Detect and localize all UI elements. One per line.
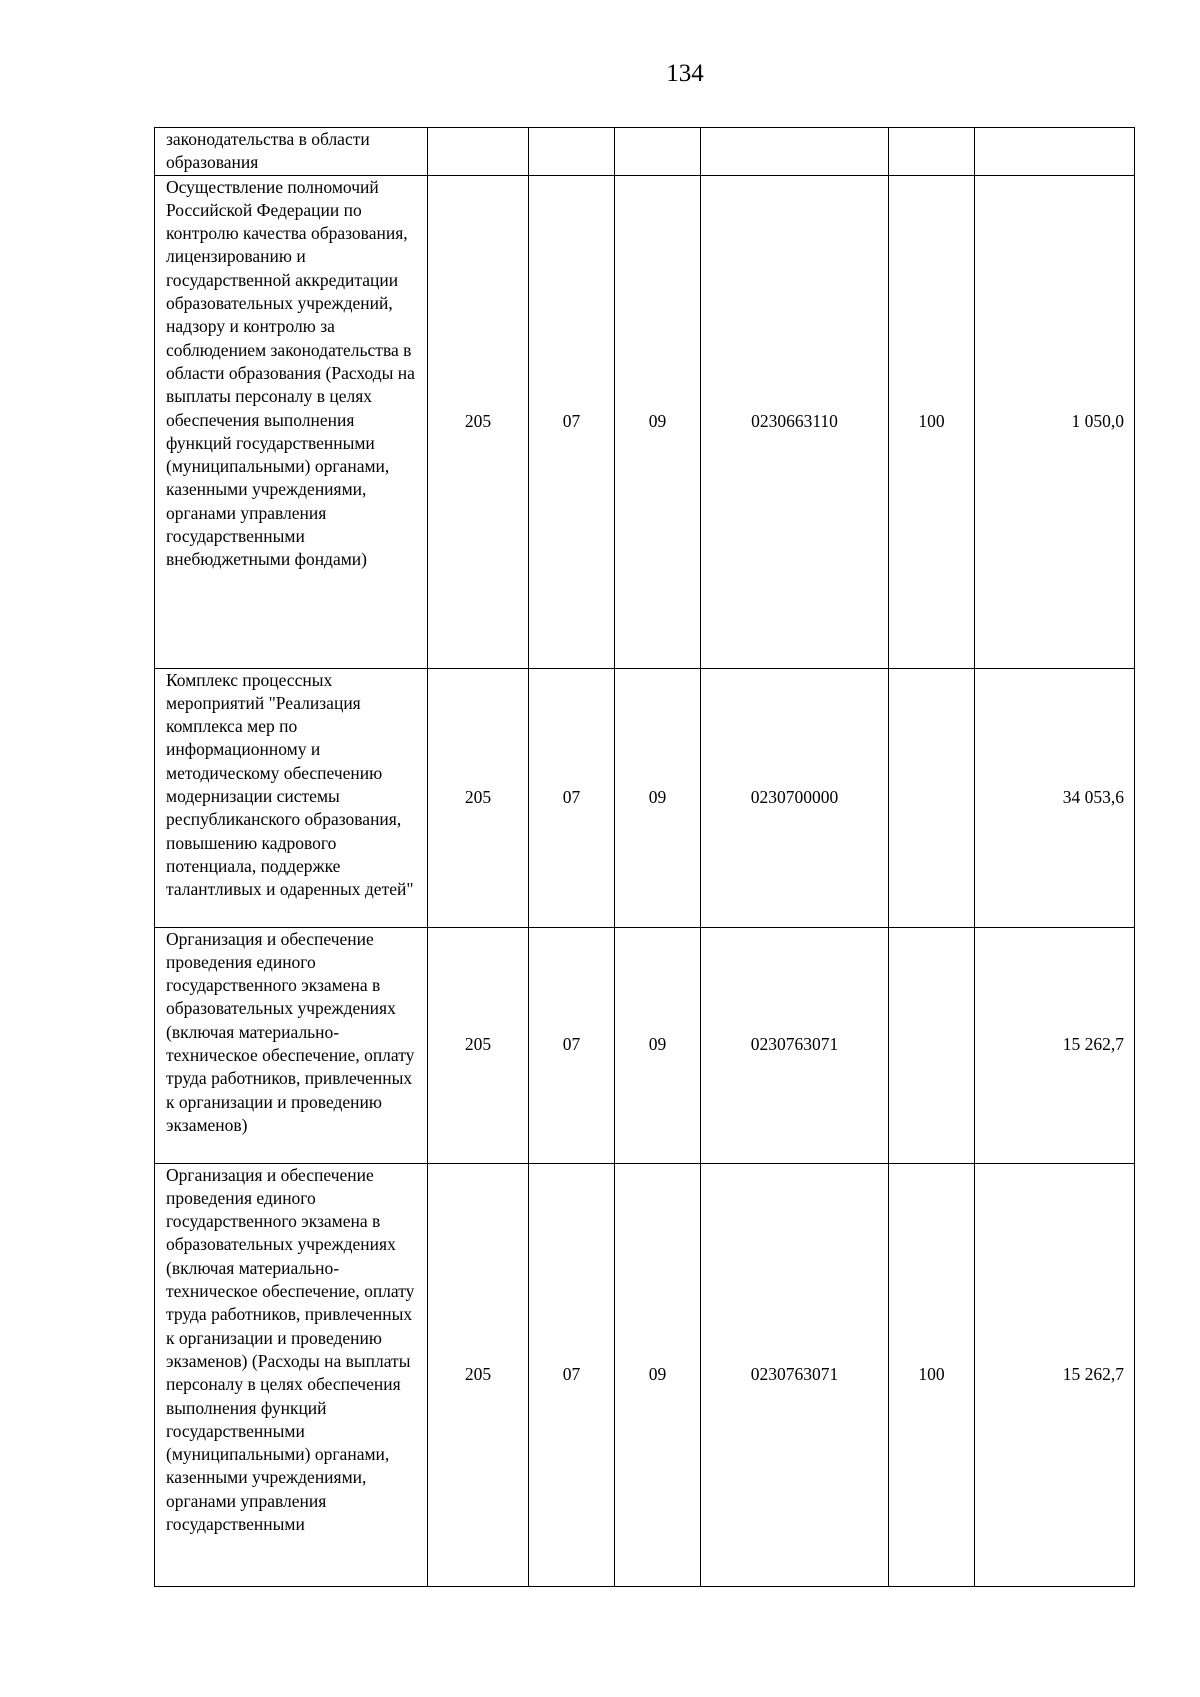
row-name: законодательства в области образования (155, 128, 428, 176)
table-row (155, 927, 1135, 1163)
expense-type-code: 100 (889, 1163, 975, 1586)
admin-code: 205 (428, 668, 529, 927)
admin-code: 205 (428, 175, 529, 668)
target-code: 0230663110 (701, 175, 889, 668)
table-row (155, 1163, 1135, 1586)
section-code: 07 (529, 927, 615, 1163)
section-code: 07 (529, 1163, 615, 1586)
row-name: Осуществление полномочий Российской Федерации по контролю качества образования, лицензированию и государственной аккредитации образовательных учреждений, надзору и контролю за соблюдением законодательства в области образования (Расходы на выплаты персоналу в целях обеспечения выполнения функций государственными (муниципальными) органами, казенными учреждениями, органами управления государственными внебюджетными фондами) (155, 175, 428, 668)
page-number: 134 (666, 60, 704, 87)
row-name: Организация и обеспечение проведения единого государственного экзамена в образовательных учреждениях (включая материально-техническое обеспечение, оплату труда работников, привлеченных к организации и проведению экзаменов) (155, 927, 428, 1163)
sum-value (975, 128, 1135, 176)
target-code: 0230763071 (701, 927, 889, 1163)
subsection-code: 09 (615, 668, 701, 927)
expense-type-code (889, 668, 975, 927)
subsection-code: 09 (615, 927, 701, 1163)
target-code: 0230700000 (701, 668, 889, 927)
section-code: 07 (529, 175, 615, 668)
admin-code: 205 (428, 1163, 529, 1586)
section-code (529, 128, 615, 176)
budget-table (154, 127, 1135, 1587)
row-name: Организация и обеспечение проведения единого государственного экзамена в образовательных учреждениях (включая материально-техническое обеспечение, оплату труда работников, привлеченных к организации и проведению экзаменов) (Расходы на выплаты персоналу в целях обеспечения выполнения функций государственными (муниципальными) органами, казенными учреждениями, органами управления государственными (155, 1163, 428, 1586)
subsection-code: 09 (615, 175, 701, 668)
table-row (155, 175, 1135, 668)
section-code: 07 (529, 668, 615, 927)
table-row (155, 128, 1135, 176)
sum-value: 34 053,6 (975, 668, 1135, 927)
admin-code: 205 (428, 927, 529, 1163)
expense-type-code: 100 (889, 175, 975, 668)
expense-type-code (889, 927, 975, 1163)
sum-value: 15 262,7 (975, 1163, 1135, 1586)
subsection-code: 09 (615, 1163, 701, 1586)
table-row (155, 668, 1135, 927)
subsection-code (615, 128, 701, 176)
target-code (701, 128, 889, 176)
row-name: Комплекс процессных мероприятий "Реализация комплекса мер по информационному и методическому обеспечению модернизации системы республиканского образования, повышению кадрового потенциала, поддержке талантливых и одаренных детей" (155, 668, 428, 927)
sum-value: 1 050,0 (975, 175, 1135, 668)
expense-type-code (889, 128, 975, 176)
sum-value: 15 262,7 (975, 927, 1135, 1163)
admin-code (428, 128, 529, 176)
target-code: 0230763071 (701, 1163, 889, 1586)
